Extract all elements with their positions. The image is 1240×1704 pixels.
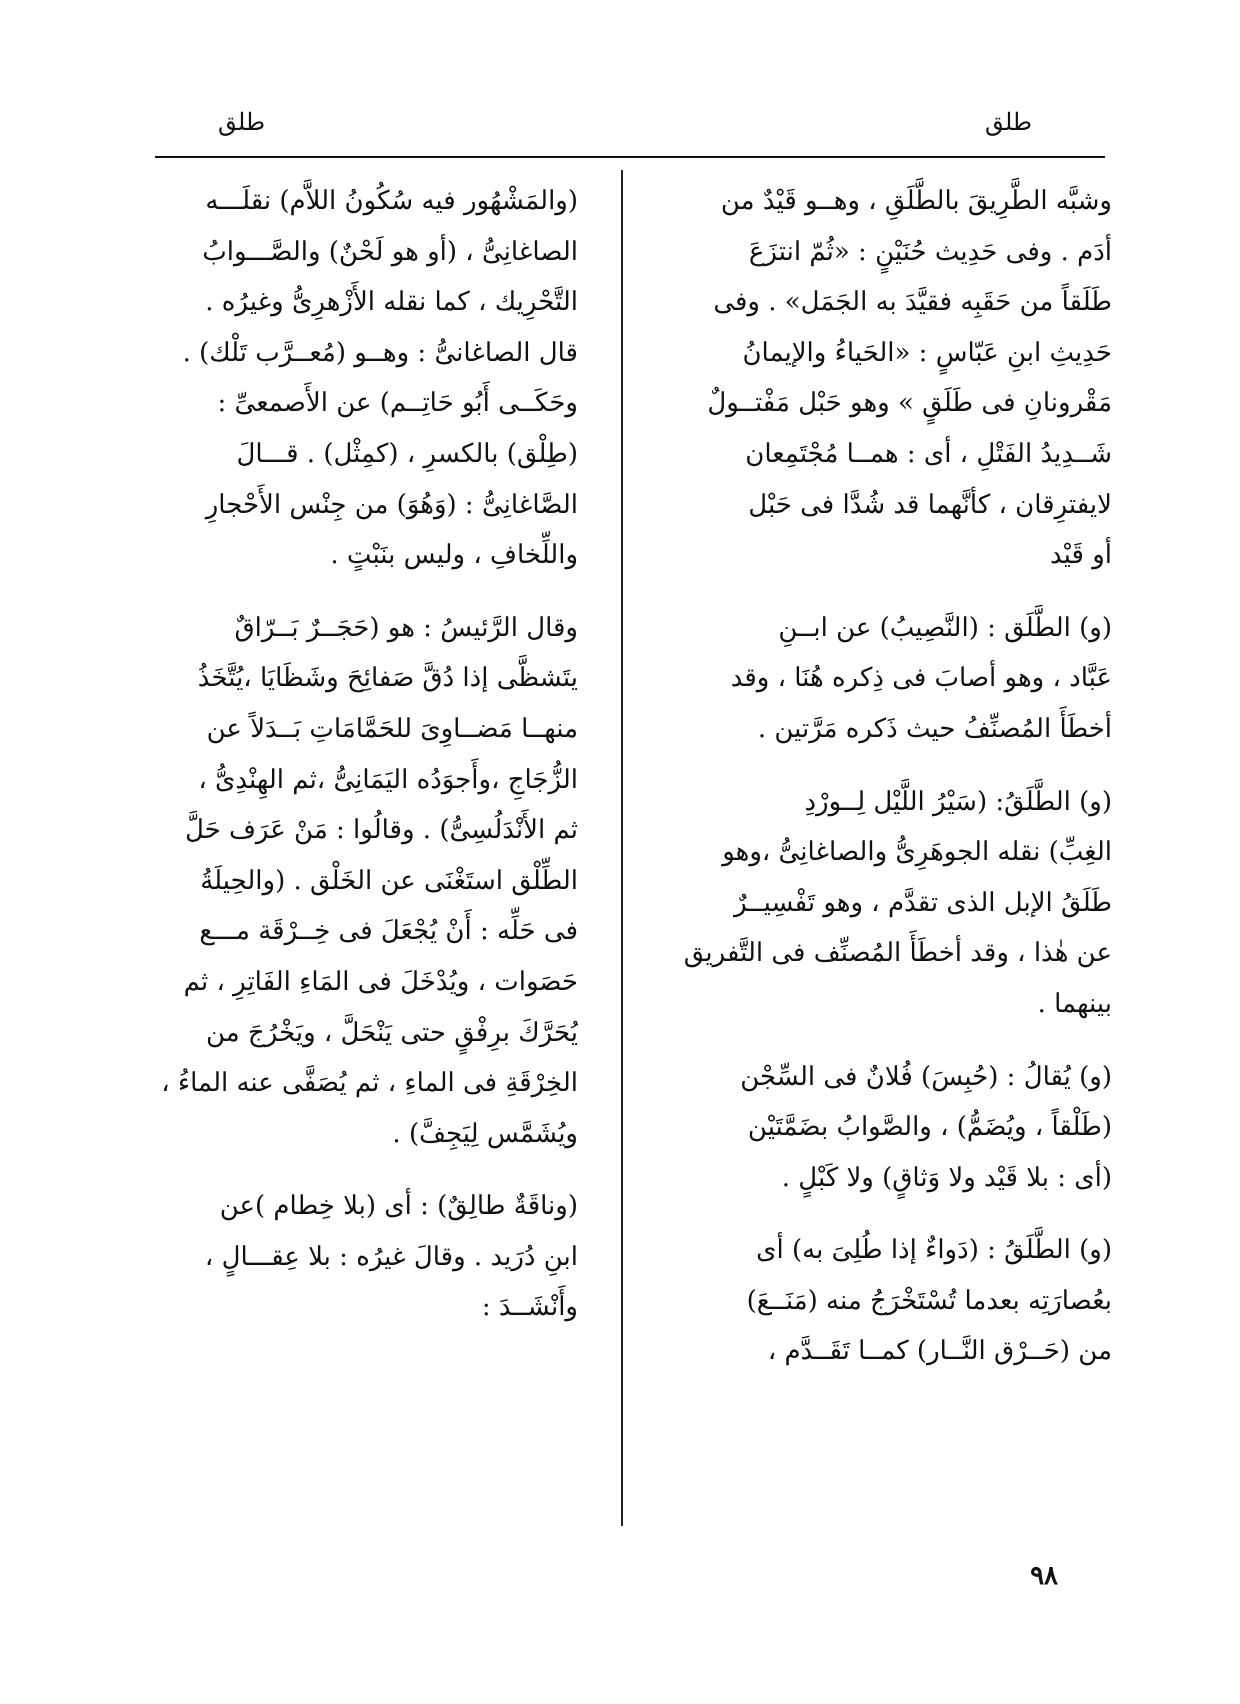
text-line: (أى : بلا قَيْد ولا وَثاقٍ) ولا كَبْلٍ . (781, 1162, 1112, 1193)
text-line: ابنِ دُرَيد . وقالَ غيرُه : بلا عِقـــالٍ ، (204, 1241, 578, 1272)
entry-paragraph (118, 1181, 578, 1333)
text-line: يُحَرَّكَ برِفْقٍ حتى يَنْحَلَّ ، ويَخْرُجَ من (205, 1017, 578, 1048)
text-line: عَبَّاد ، وهو أصابَ فى ذِكره هُنَا ، وقد (730, 663, 1112, 694)
text-line: التَّحْرِيك ، كما نقله الأَزْهرِىُّ وغيرُه . (205, 287, 578, 318)
text-line: (طَلْقاً ، ويُضَمُّ) ، والصَّوابُ بضَمَّتَيْن (747, 1112, 1112, 1143)
text-line: الصَّاغانِىُّ : (وَهُوَ) من جِنْس الأَحْجارِ (205, 489, 578, 520)
text-line: أخطَأَ المُصنِّفُ حيث ذَكره مَرَّتين . (757, 713, 1112, 744)
entry-paragraph (652, 777, 1112, 1030)
text-line: (و) الطَّلَقُ : (دَواءٌ إذا طُلِىَ به) أى (756, 1235, 1112, 1266)
text-line: لايفترِقان ، كأنَّهما قد شُدَّا فى حَبْل (748, 489, 1112, 520)
text-line: عن هٰذا ، وقد أخطَأَ المُصنِّف فى التَّفريق (683, 938, 1112, 969)
text-line: (وناقَةٌ طالِقٌ) : أى (بلا خِطام )عن (219, 1191, 578, 1222)
text-line: أو قَيْد (1050, 540, 1112, 571)
text-line: طَلَقاً من حَقَبِه فقيَّدَ به الجَمَل» . وفى (713, 287, 1112, 318)
text-line: من (حَــرْق النَّــار) كمــا تَقَــدَّم ، (767, 1336, 1112, 1367)
text-line: الخِرْقَةِ فى الماءِ ، ثم يُصَفَّى عنه الماءُ ، (161, 1068, 578, 1099)
text-line: يتَشظَّى إذا دُقَّ صَفائِحَ وشَظَايَا ،يُتَّخَذُ (197, 663, 578, 694)
text-line: طَلَقُ الإبل الذى تقدَّم ، وهو تَفْسِيــرٌ (734, 887, 1112, 918)
text-line: بعُصارَتِه بعدما تُسْتَخْرَجُ منه (مَنَــعَ) (746, 1285, 1112, 1316)
text-line: حَصَوات ، ويُدْخَلَ فى المَاءِ الفَاتِرِ ، ثم (183, 966, 578, 997)
text-line: الزُّجَاجِ ،وأَجوَدُه اليَمَانِىُّ ،ثم الهِنْدِىُّ ، (198, 764, 578, 795)
text-line: وحَكَــى أَبُو حَاتِــم) عن الأَصمعىِّ : (217, 388, 578, 419)
entry-paragraph (652, 603, 1112, 755)
text-line: (والمَشْهُور فيه سُكُونُ اللاَّم) نقلَـــه (205, 186, 578, 216)
text-line: أدَم . وفى حَدِيث حُنَيْنٍ : «ثُمّ انتزَعَ (748, 236, 1112, 267)
text-line: (و) الطَّلَق : (النَّصِيبُ) عن ابــنِ (778, 612, 1112, 643)
header-root-word-right: طلق (984, 108, 1032, 136)
text-line: واللِّخافِ ، وليس بنَبْتٍ . (330, 540, 578, 571)
text-line: بينهما . (1037, 988, 1112, 1019)
text-line: منهــا مَضــاوِىَ للحَمَّامَاتِ بَــدَلاً عن (206, 713, 578, 744)
text-line: (طِلْق) بالكسرِ ، (كمِثْل) . قـــالَ (236, 438, 578, 469)
text-line: ويُشَمَّس لِيَجِفَّ) . (392, 1118, 578, 1149)
text-line: وشبَّه الطَّرِيقَ بالطَّلَقِ ، وهــو قَيْدٌ من (720, 186, 1112, 216)
right-text-column (652, 176, 1112, 1399)
entry-paragraph (118, 603, 578, 1160)
text-line: شَــدِيدُ الفَتْلِ ، أى : همــا مُجْتَمِعان (745, 438, 1112, 469)
header-root-word-left: طلق (218, 108, 266, 136)
text-line: (و) الطَّلَقُ: (سَيْرُ اللَّيْل لِــورْدِ (804, 786, 1112, 817)
text-line: حَدِيثِ ابنِ عَبّاسٍ : «الحَياءُ والإيمانُ (742, 337, 1112, 368)
text-line: قال الصاغانىُّ : وهــو (مُعــرَّب تَلْك) . (182, 337, 578, 368)
page-number: ٩٨ (1030, 1561, 1058, 1591)
left-text-column (118, 176, 578, 1355)
header-rule (155, 156, 1105, 158)
text-line: الغِبِّ) نقله الجوهَرِىُّ والصاغانِىُّ ،وهو (722, 837, 1112, 868)
text-line: الطِّلْق استَغْنَى عن الخَلْق . (والحِيلَةُ (200, 865, 578, 896)
entry-paragraph (652, 1225, 1112, 1377)
text-line: فى حَلِّه : أَنْ يُجْعَلَ فى خِــرْقَة مـــع (199, 916, 578, 947)
column-divider (621, 170, 623, 1526)
text-line: مَقْرونانِ فى طَلَقٍ » وهو حَبْل مَفْتــولٌ (707, 388, 1112, 419)
text-line: ثم الأَنْدَلُسِىُّ) . وقالُوا : مَنْ عَرَف حَلَّ (184, 815, 578, 846)
entry-paragraph (652, 176, 1112, 581)
text-line: (و) يُقالُ : (حُبِسَ) فُلانٌ فى السِّجْن (740, 1061, 1112, 1092)
text-line: وأَنْشَــدَ : (481, 1292, 578, 1323)
text-line: الصاغانِىُّ ، (أو هو لَحْنٌ) والصَّـــوابُ (202, 236, 578, 267)
text-line: وقال الرَّئيسُ : هو (حَجَــرٌ بَــرّاقٌ (234, 612, 578, 643)
entry-paragraph (118, 176, 578, 581)
entry-paragraph (652, 1052, 1112, 1204)
